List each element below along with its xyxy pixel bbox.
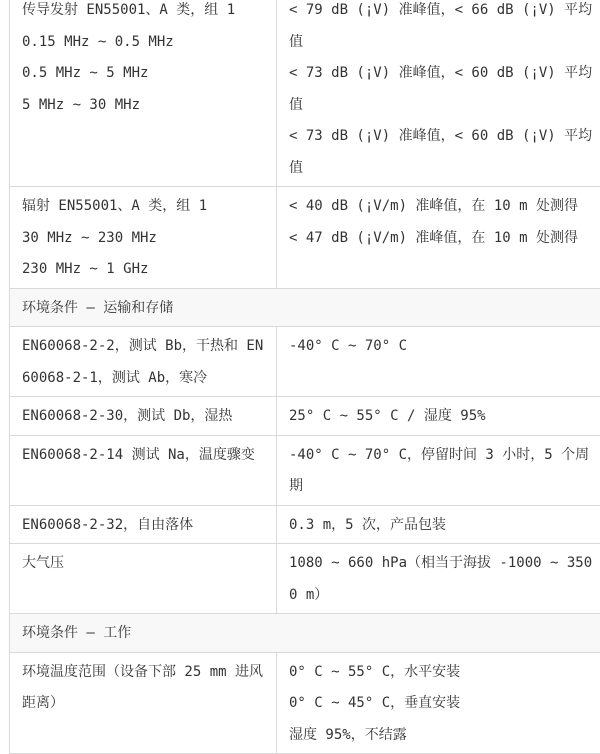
spec-row-temperature-shock bbox=[9, 436, 600, 506]
spec-row-radiated-emission bbox=[9, 187, 600, 289]
spec-row-ambient-temperature bbox=[9, 653, 600, 754]
section-header-operation bbox=[9, 614, 600, 653]
spec-label: 辐射 EN55001、A 类，组 1 30 MHz ~ 230 MHz 230 MHz ~ 1 GHz bbox=[9, 187, 277, 288]
spec-row-air-pressure bbox=[9, 544, 600, 614]
spec-value: 0° C ~ 55° C，水平安装 0° C ~ 45° C，垂直安装 湿度 95%，不结露 bbox=[277, 653, 600, 754]
spec-label: EN60068-2-14 测试 Na，温度骤变 bbox=[9, 436, 277, 505]
spec-row-conducted-emission bbox=[9, 0, 600, 187]
spec-label: 传导发射 EN55001、A 类，组 1 0.15 MHz ~ 0.5 MHz 0.5 MHz ~ 5 MHz 5 MHz ~ 30 MHz bbox=[9, 0, 277, 186]
spec-value: 25° C ~ 55° C / 湿度 95% bbox=[277, 397, 600, 435]
spec-value: 1080 ~ 660 hPa（相当于海拔 -1000 ~ 3500 m） bbox=[277, 544, 600, 613]
spec-row-dry-heat-cold bbox=[9, 327, 600, 397]
spec-value: -40° C ~ 70° C，停留时间 3 小时，5 个周期 bbox=[277, 436, 600, 505]
section-header-transport-storage bbox=[9, 289, 600, 328]
section-title: 环境条件 — 工作 bbox=[9, 614, 600, 652]
spec-label: EN60068-2-30，测试 Db，湿热 bbox=[9, 397, 277, 435]
spec-table bbox=[9, 0, 600, 754]
spec-value: < 79 dB (¡V) 准峰值，< 66 dB (¡V) 平均值 < 73 dB (¡V) 准峰值，< 60 dB (¡V) 平均值 < 73 dB (¡V) 准峰值，< 60 dB (¡V) 平均值 bbox=[277, 0, 600, 186]
spec-value: < 40 dB (¡V/m) 准峰值，在 10 m 处测得 < 47 dB (¡V/m) 准峰值，在 10 m 处测得 bbox=[277, 187, 600, 288]
section-title: 环境条件 — 运输和存储 bbox=[9, 289, 600, 327]
spec-value: -40° C ~ 70° C bbox=[277, 327, 600, 396]
spec-value: 0.3 m，5 次，产品包装 bbox=[277, 506, 600, 544]
spec-label: 大气压 bbox=[9, 544, 277, 613]
spec-label: EN60068-2-2，测试 Bb，干热和 EN60068-2-1，测试 Ab，寒冷 bbox=[9, 327, 277, 396]
spec-label: EN60068-2-32，自由落体 bbox=[9, 506, 277, 544]
spec-row-free-fall bbox=[9, 506, 600, 545]
spec-row-damp-heat bbox=[9, 397, 600, 436]
spec-label: 环境温度范围（设备下部 25 mm 进风距离） bbox=[9, 653, 277, 754]
